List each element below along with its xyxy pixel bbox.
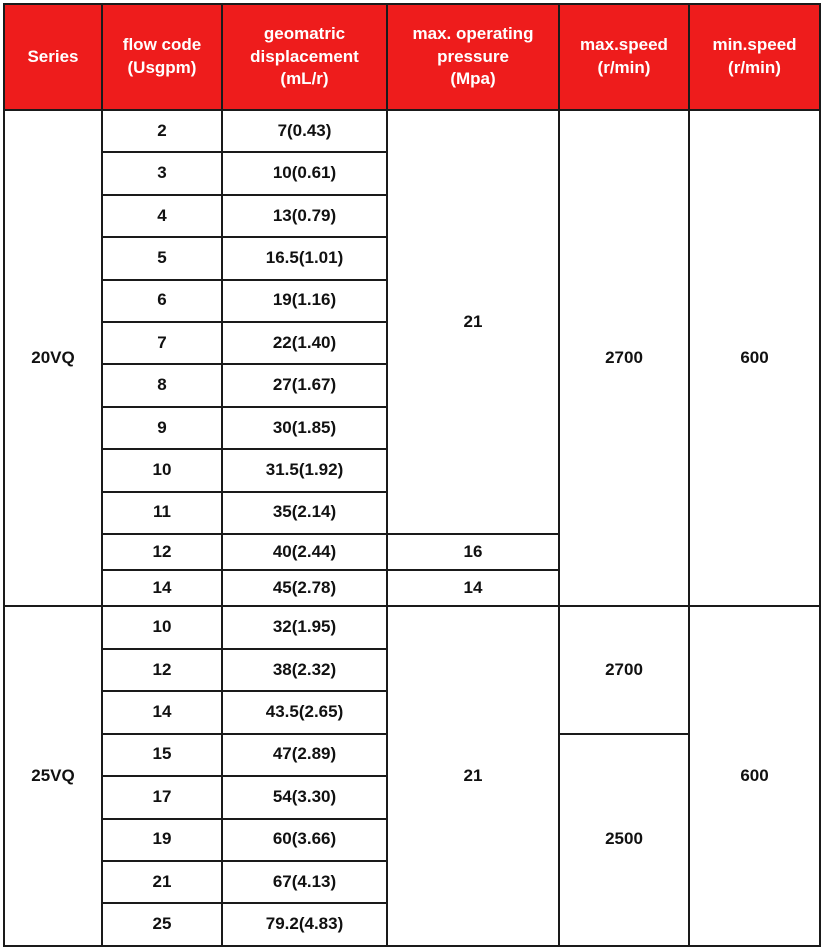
- displacement-cell: 30(1.85): [222, 407, 387, 449]
- flow-cell: 9: [102, 407, 222, 449]
- header-series: Series: [4, 4, 102, 110]
- flow-cell: 17: [102, 776, 222, 818]
- max-speed-cell: 2700: [559, 606, 689, 733]
- displacement-cell: 47(2.89): [222, 734, 387, 776]
- flow-cell: 21: [102, 861, 222, 903]
- displacement-cell: 7(0.43): [222, 110, 387, 152]
- header-row: [4, 4, 820, 110]
- flow-cell: 10: [102, 606, 222, 648]
- header-max-speed: max.speed (r/min): [559, 4, 689, 110]
- flow-cell: 14: [102, 570, 222, 606]
- min-speed-cell: 600: [689, 606, 820, 946]
- flow-cell: 2: [102, 110, 222, 152]
- displacement-cell: 38(2.32): [222, 649, 387, 691]
- spec-table: [3, 3, 821, 947]
- min-speed-cell: 600: [689, 110, 820, 606]
- displacement-cell: 43.5(2.65): [222, 691, 387, 733]
- header-displacement: geomatric displacement (mL/r): [222, 4, 387, 110]
- flow-cell: 8: [102, 364, 222, 406]
- flow-cell: 10: [102, 449, 222, 491]
- flow-cell: 6: [102, 280, 222, 322]
- pressure-cell: 21: [387, 606, 559, 946]
- max-speed-cell: 2500: [559, 734, 689, 946]
- header-flow-code: flow code (Usgpm): [102, 4, 222, 110]
- max-speed-cell: 2700: [559, 110, 689, 606]
- displacement-cell: 54(3.30): [222, 776, 387, 818]
- displacement-cell: 45(2.78): [222, 570, 387, 606]
- displacement-cell: 13(0.79): [222, 195, 387, 237]
- pressure-cell: 14: [387, 570, 559, 606]
- displacement-cell: 32(1.95): [222, 606, 387, 648]
- flow-cell: 12: [102, 534, 222, 570]
- flow-cell: 3: [102, 152, 222, 194]
- displacement-cell: 31.5(1.92): [222, 449, 387, 491]
- displacement-cell: 60(3.66): [222, 819, 387, 861]
- flow-cell: 4: [102, 195, 222, 237]
- table-row: [4, 606, 820, 648]
- displacement-cell: 19(1.16): [222, 280, 387, 322]
- flow-cell: 15: [102, 734, 222, 776]
- displacement-cell: 27(1.67): [222, 364, 387, 406]
- flow-cell: 19: [102, 819, 222, 861]
- pressure-cell: 21: [387, 110, 559, 534]
- table-row: [4, 110, 820, 152]
- flow-cell: 25: [102, 903, 222, 946]
- displacement-cell: 10(0.61): [222, 152, 387, 194]
- header-min-speed: min.speed (r/min): [689, 4, 820, 110]
- flow-cell: 7: [102, 322, 222, 364]
- series-cell: 20VQ: [4, 110, 102, 606]
- flow-cell: 14: [102, 691, 222, 733]
- pressure-cell: 16: [387, 534, 559, 570]
- header-pressure: max. operating pressure (Mpa): [387, 4, 559, 110]
- flow-cell: 5: [102, 237, 222, 279]
- displacement-cell: 22(1.40): [222, 322, 387, 364]
- flow-cell: 11: [102, 492, 222, 534]
- flow-cell: 12: [102, 649, 222, 691]
- displacement-cell: 35(2.14): [222, 492, 387, 534]
- displacement-cell: 67(4.13): [222, 861, 387, 903]
- displacement-cell: 79.2(4.83): [222, 903, 387, 946]
- series-cell: 25VQ: [4, 606, 102, 946]
- displacement-cell: 16.5(1.01): [222, 237, 387, 279]
- displacement-cell: 40(2.44): [222, 534, 387, 570]
